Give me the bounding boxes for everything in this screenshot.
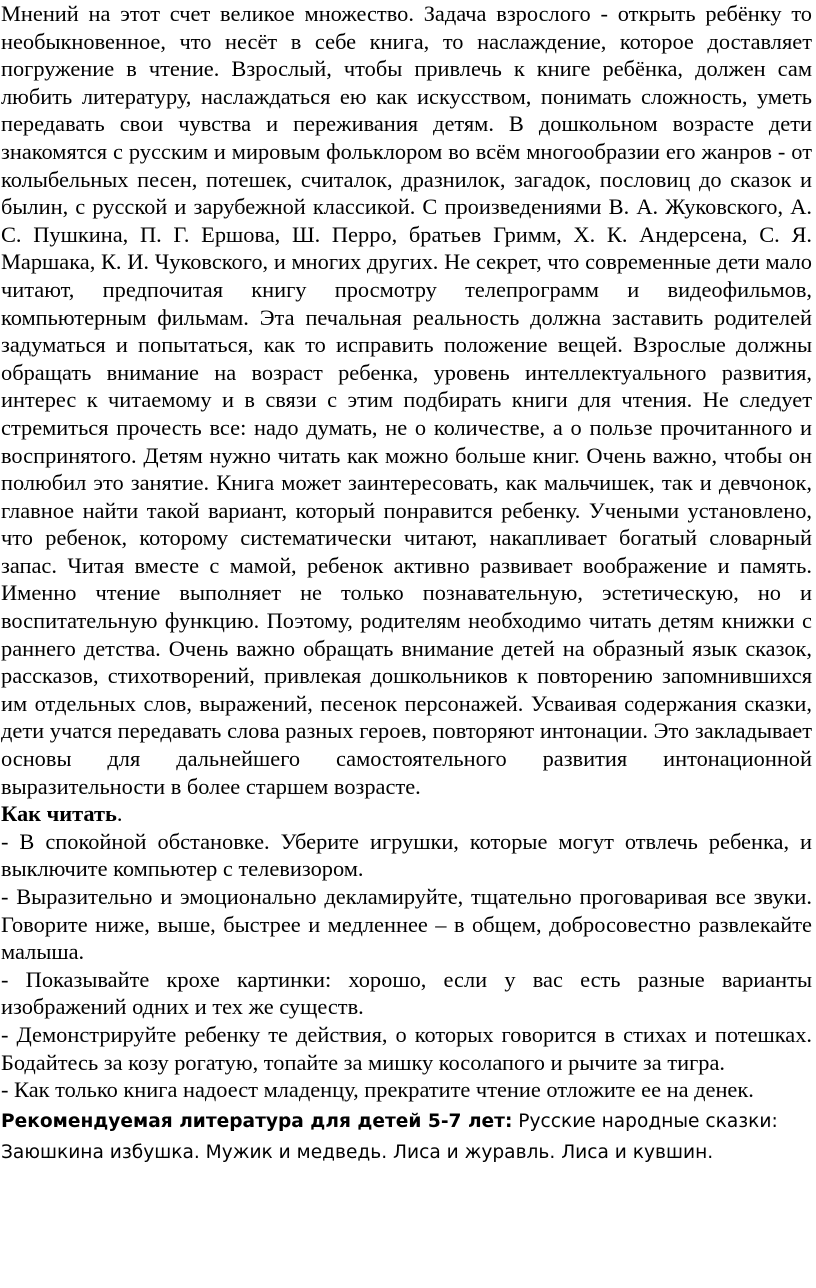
- literature-list: Заюшкина избушка. Мужик и медведь. Лиса и журавль. Лиса и кувшин.: [1, 1141, 714, 1163]
- how-to-read-title: Как читать: [1, 801, 117, 827]
- tip-item: - В спокойной обстановке. Уберите игрушки, которые могут отвлечь ребенка, и выключите компьютер с телевизором.: [1, 828, 812, 882]
- tip-item: - Демонстрируйте ребенку те действия, о которых говорится в стихах и потешках. Бодайтесь за козу рогатую, топайте за мишку косолапого и рычите за тигра.: [1, 1021, 812, 1075]
- tip-item: - Выразительно и эмоционально декламируйте, тщательно проговаривая все звуки. Говорите ниже, выше, быстрее и медленнее – в общем, добросовестно развлекайте малыша.: [1, 884, 812, 965]
- tip-item: - Как только книга надоест младенцу, прекратите чтение отложите ее на денек.: [1, 1077, 754, 1103]
- literature-block: [1, 1106, 812, 1168]
- how-to-read-heading: [1, 800, 812, 828]
- literature-heading: Рекомендуемая литература для детей 5-7 лет:: [1, 1110, 513, 1132]
- intro-paragraph: Мнений на этот счет великое множество. Задача взрослого - открыть ребёнку то необыкновенное, что несёт в себе книга, то наслаждение, которое доставляет погружение в чтение. Взрослый, чтобы привлечь к книге ребёнка, должен сам любить литературу, наслаждаться ею как искусством, понимать сложность, уметь передавать свои чувства и переживания детям. В дошкольном возрасте дети знакомятся с русским и мировым фольклором во всём многообразии его жанров - от колыбельных песен, потешек, считалок, дразнилок, загадок, пословиц до сказок и былин, с русской и зарубежной классикой. С произведениями В. А. Жуковского, А. С. Пушкина, П. Г. Ершова, Ш. Перро, братьев Гримм, Х. К. Андерсена, С. Я. Маршака, К. И. Чуковского, и многих других. Не секрет, что современные дети мало читают, предпочитая книгу просмотру телепрограмм и видеофильмов, компьютерным фильмам. Эта печальная реальность должна заставить родителей задуматься и попытаться, как то исправить положение вещей. Взрослые должны обращать внимание на возраст ребенка, уровень интеллектуального развития, интерес к читаемому и в связи с этим подбирать книги для чтения. Не следует стремиться прочесть все: надо думать, не о количестве, а о пользе прочитанного и воспринятого. Детям нужно читать как можно больше книг. Очень важно, чтобы он полюбил это занятие. Книга может заинтересовать, как мальчишек, так и девчонок, главное найти такой вариант, который понравится ребенку. Учеными установлено, что ребенок, которому систематически читают, накапливает богатый словарный запас. Читая вместе с мамой, ребенок активно развивает воображение и память. Именно чтение выполняет не только познавательную, эстетическую, но и воспитательную функцию. Поэтому, родителям необходимо читать детям книжки с раннего детства. Очень важно обращать внимание детей на образный язык сказок, рассказов, стихотворений, привлекая дошкольников к повторению запомнившихся им отдельных слов, выражений, песенок персонажей. Усваивая содержания сказки, дети учатся передавать слова разных героев, повторяют интонации. Это закладывает основы для дальнейшего самостоятельного развития интонационной выразительности в более старшем возрасте.: [1, 1, 812, 799]
- tip-item: - Показывайте крохе картинки: хорошо, если у вас есть разные варианты изображений одних и тех же существ.: [1, 966, 812, 1020]
- literature-intro: Русские народные сказки:: [512, 1110, 778, 1132]
- how-to-read-period: .: [116, 801, 123, 827]
